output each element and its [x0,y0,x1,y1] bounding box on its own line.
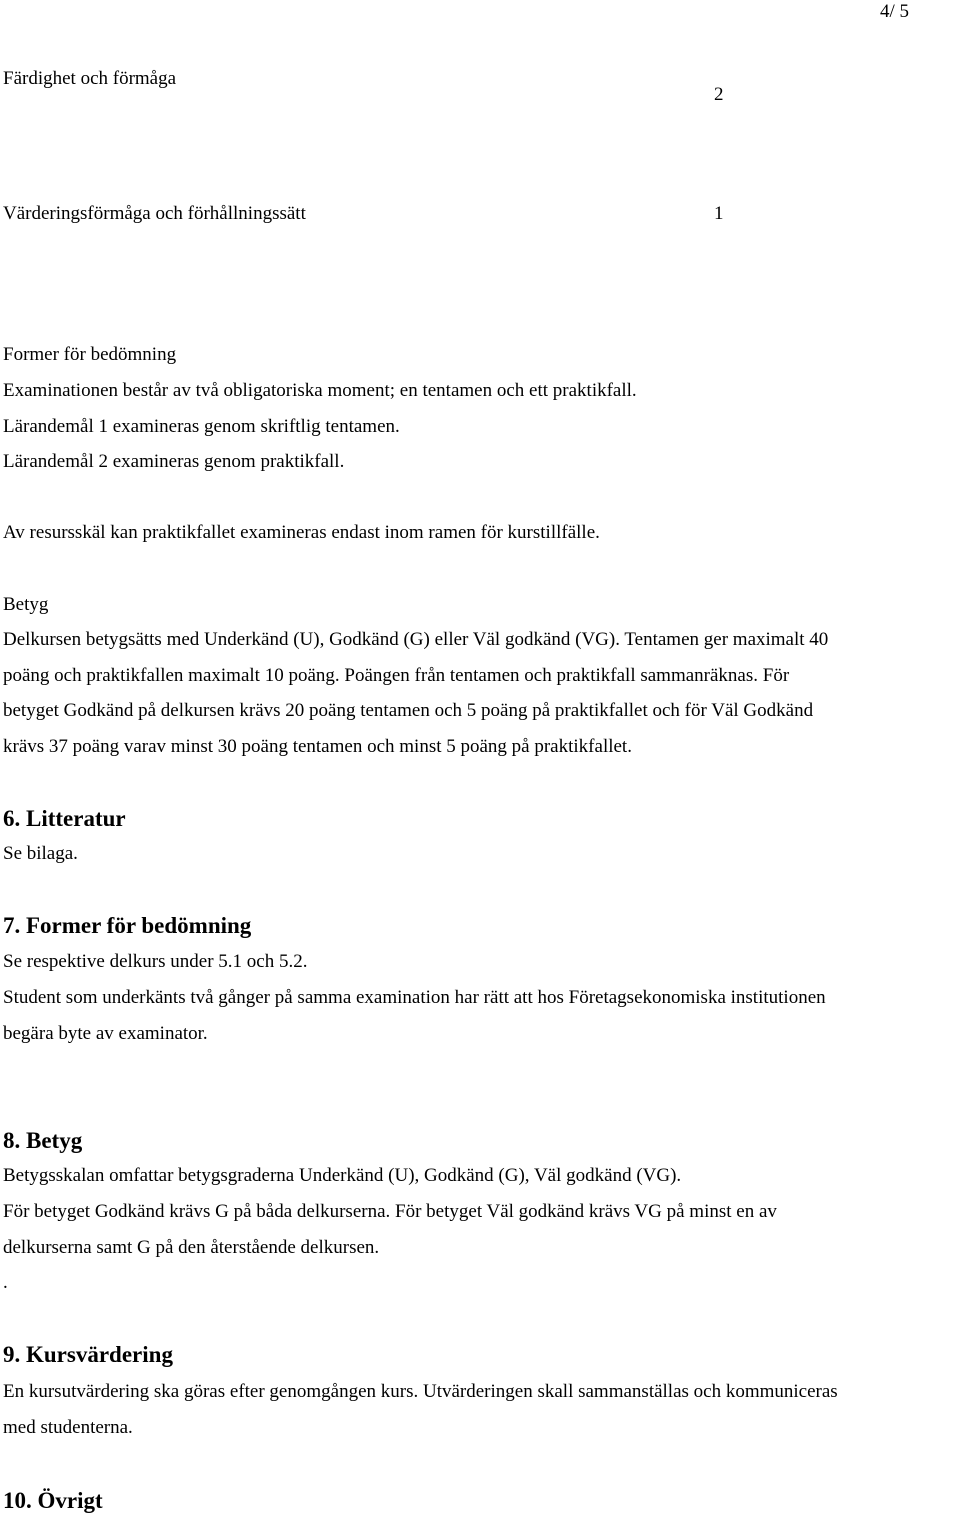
credits-row-value: 2 [714,84,724,105]
section-heading: 6. Litteratur [3,806,126,831]
grading-line: poäng och praktikfallen maximalt 10 poäng. Poängen från tentamen och praktikfall sammanräknas. För [3,665,790,686]
credits-row-label: Värderingsförmåga och förhållningssätt [3,203,306,224]
assessment-heading: Former för bedömning [3,344,177,365]
section-heading: 7. Former för bedömning [3,913,252,938]
credits-row-label: Färdighet och förmåga [3,68,177,89]
section-heading: 10. Övrigt [3,1488,103,1513]
grading-line: Delkursen betygsätts med Underkänd (U), Godkänd (G) eller Väl godkänd (VG). Tentamen ger maximalt 40 [3,629,829,650]
page-number: 4/ 5 [880,1,910,22]
section-text: För betyget Godkänd krävs G på båda delkurserna. För betyget Väl godkänd krävs VG på minst en av [3,1201,777,1222]
section-heading: 8. Betyg [3,1128,83,1153]
section-text: Betygsskalan omfattar betygsgraderna Underkänd (U), Godkänd (G), Väl godkänd (VG). [3,1165,682,1186]
section-text: Se respektive delkurs under 5.1 och 5.2. [3,951,308,972]
section-text: med studenterna. [3,1417,133,1438]
grading-line: krävs 37 poäng varav minst 30 poäng tentamen och minst 5 poäng på praktikfallet. [3,736,632,757]
section-text: begära byte av examinator. [3,1023,208,1044]
section-text: delkurserna samt G på den återstående delkursen. [3,1237,380,1258]
assessment-note: Av resursskäl kan praktikfallet examineras endast inom ramen för kurstillfälle. [3,522,600,543]
section-text: Student som underkänts två gånger på samma examination har rätt att hos Företagsekonomiska institutionen [3,987,826,1008]
section-text: . [3,1272,8,1293]
grading-line: betyget Godkänd på delkursen krävs 20 poäng tentamen och 5 poäng på praktikfallet och för Väl Godkänd [3,700,814,721]
grading-heading: Betyg [3,594,49,615]
assessment-line: Lärandemål 2 examineras genom praktikfall. [3,451,345,472]
section-text: Se bilaga. [3,843,78,864]
section-text: En kursutvärdering ska göras efter genomgången kurs. Utvärderingen skall sammanställas och kommuniceras [3,1381,838,1402]
section-heading: 9. Kursvärdering [3,1342,173,1367]
credits-row-value: 1 [714,203,724,224]
assessment-line: Examinationen består av två obligatoriska moment; en tentamen och ett praktikfall. [3,380,637,401]
assessment-line: Lärandemål 1 examineras genom skriftlig tentamen. [3,416,400,437]
